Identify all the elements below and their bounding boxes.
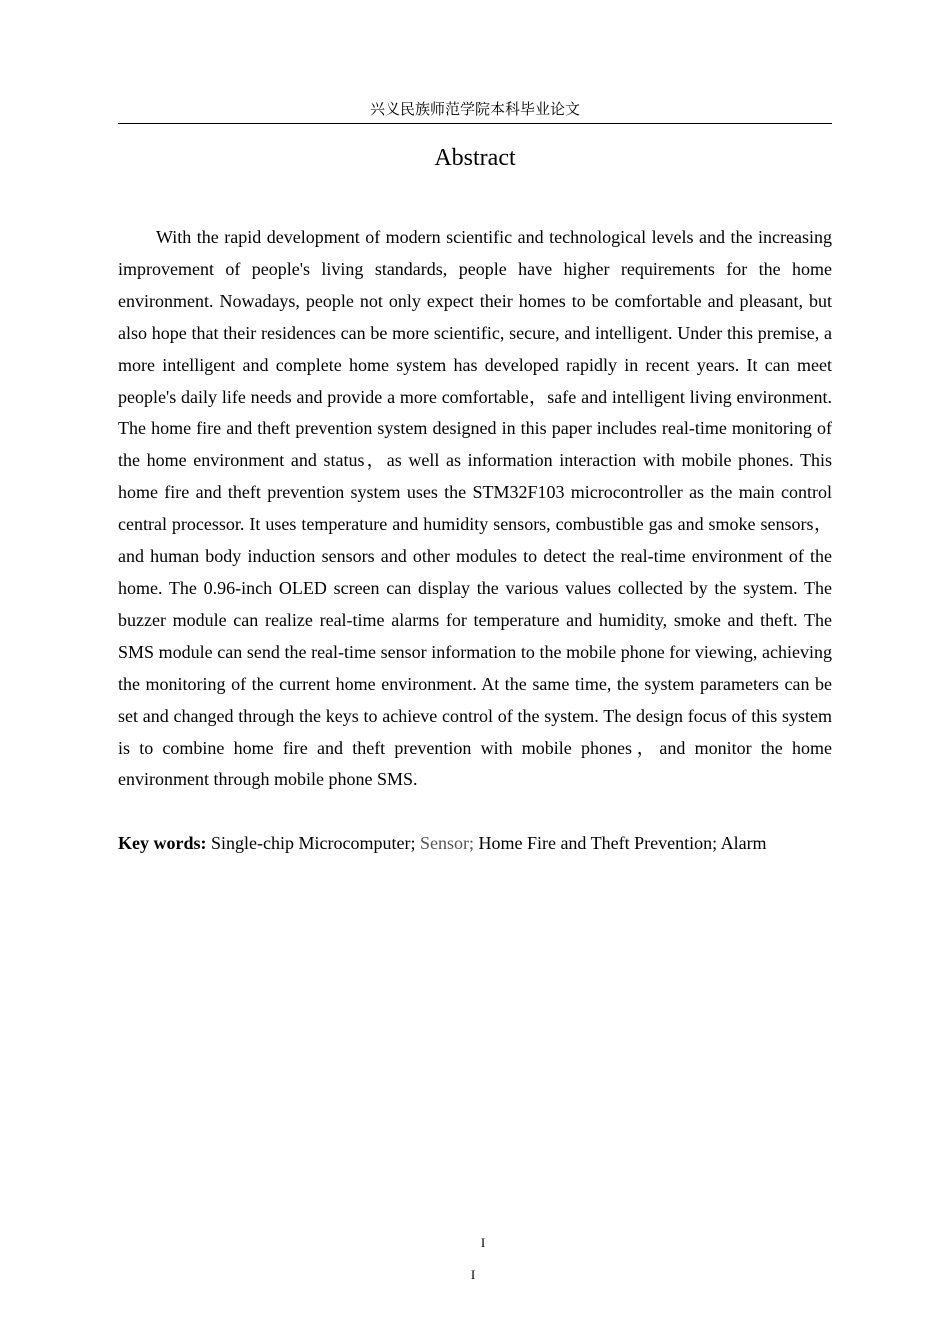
- keywords-label: Key words:: [118, 833, 207, 853]
- keyword-3: Home Fire and Theft Prevention; Alarm: [478, 833, 767, 853]
- keyword-2: Sensor;: [419, 833, 474, 853]
- page-number: I: [480, 1235, 486, 1250]
- keyword-1: Single-chip Microcomputer;: [211, 833, 416, 853]
- keywords-line: [118, 828, 832, 860]
- header-rule: [118, 123, 832, 124]
- page-number-repeat: I: [470, 1267, 476, 1282]
- page-title: Abstract: [434, 145, 516, 171]
- running-header: 兴义民族师范学院本科毕业论文: [369, 100, 580, 118]
- abstract-body: With the rapid development of modern scientific and technological levels and the increasing improvement of people's living standards, people have higher requirements for the home environment. Nowadays, people not only expect their homes to be comfortable and pleasant, but also hope that their residences can be more scientific, secure, and intelligent. Under this premise, a more intelligent and complete home system has developed rapidly in recent years. It can meet people's daily life needs and provide a more comfortable，safe and intelligent living environment. The home fire and theft prevention system designed in this paper includes real-time monitoring of the home environment and status，as well as information interaction with mobile phones. This home fire and theft prevention system uses the STM32F103 microcontroller as the main control central processor. It uses temperature and humidity sensors, combustible gas and smoke sensors，and human body induction sensors and other modules to detect the real-time environment of the home. The 0.96-inch OLED screen can display the various values collected by the system. The buzzer module can realize real-time alarms for temperature and humidity, smoke and theft. The SMS module can send the real-time sensor information to the mobile phone for viewing, achieving the monitoring of the current home environment. At the same time, the system parameters can be set and changed through the keys to achieve control of the system. The design focus of this system is to combine home fire and theft prevention with mobile phones，and monitor the home environment through mobile phone SMS.: [118, 227, 832, 790]
